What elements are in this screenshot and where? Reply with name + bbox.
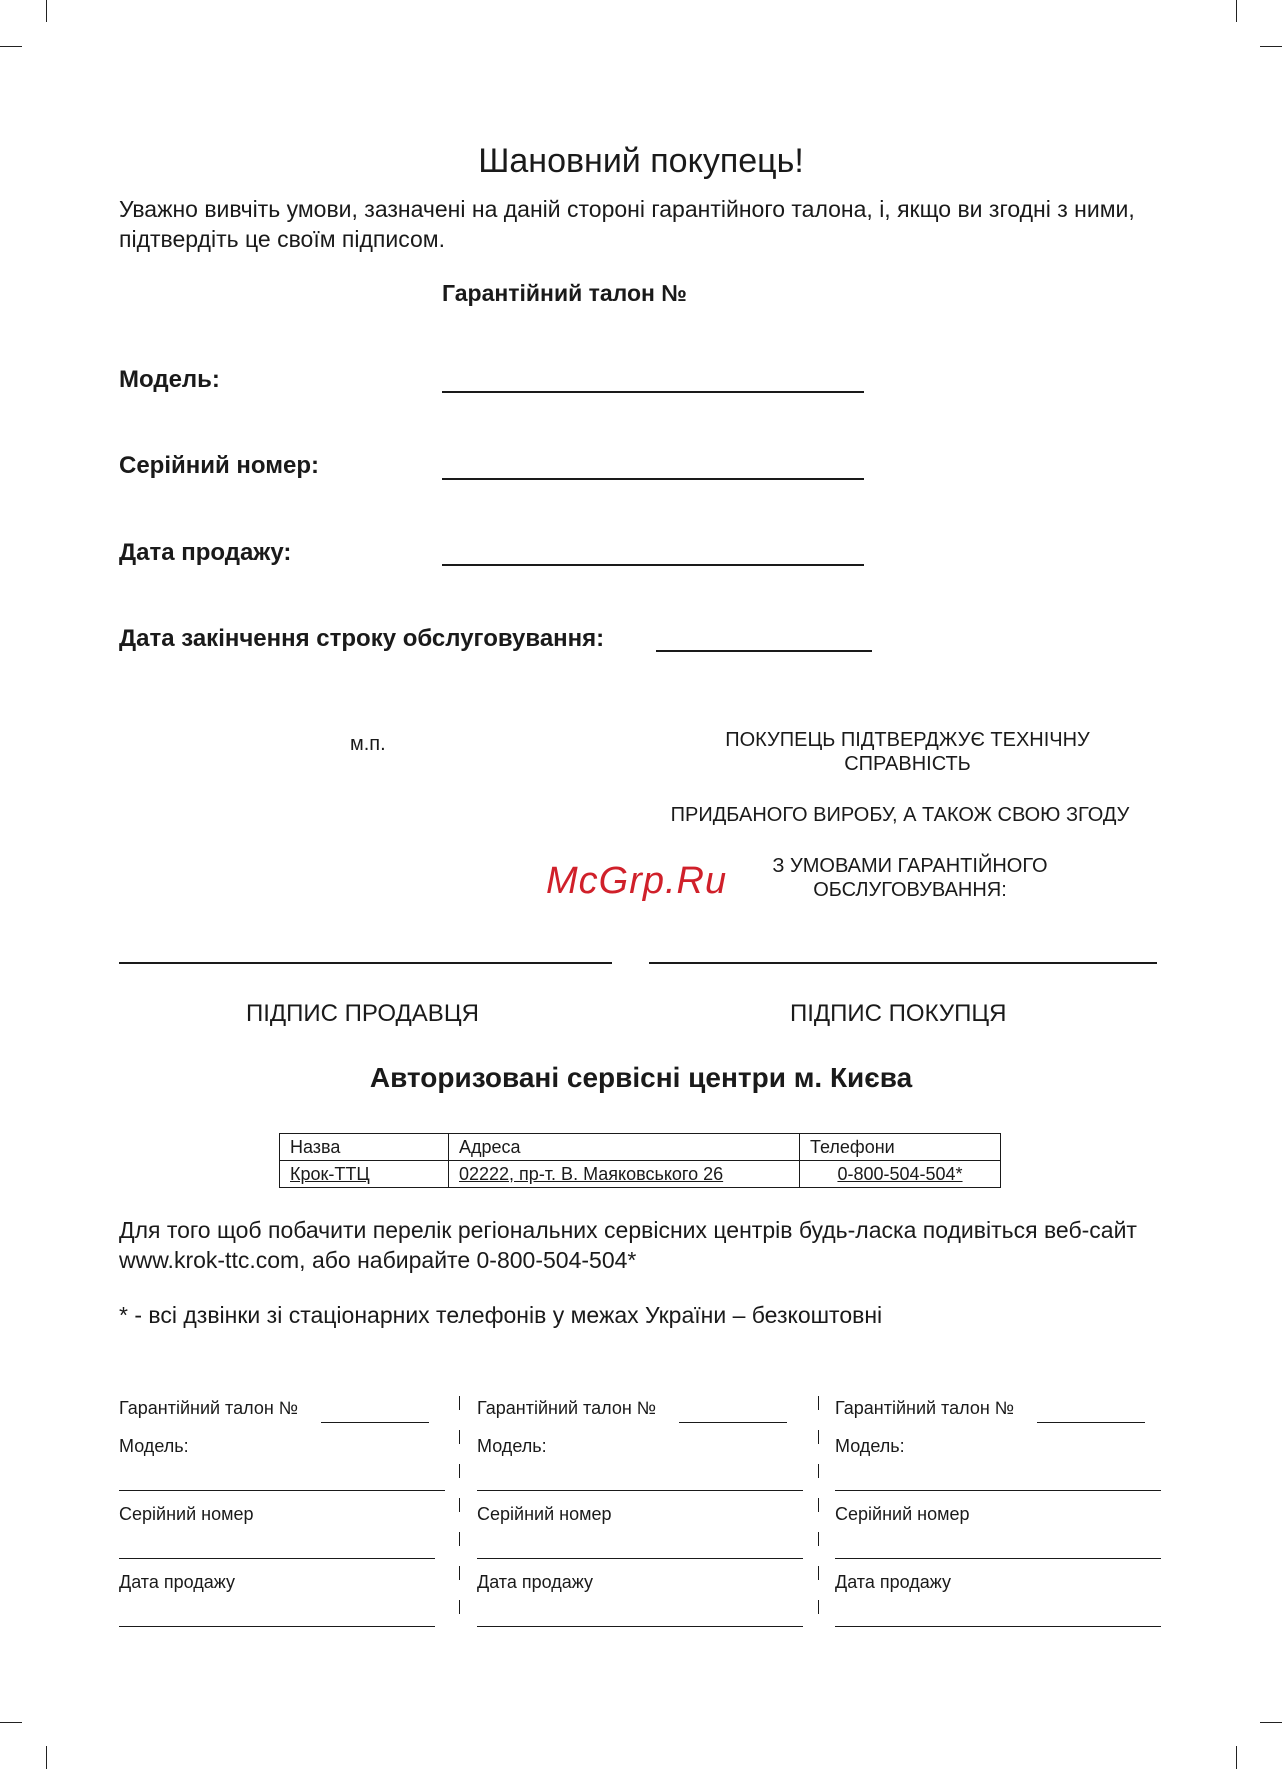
coupon-model-field[interactable]: [119, 1490, 445, 1491]
coupon-talon-label: Гарантійний талон №: [119, 1398, 299, 1418]
service-centers-title: Авторизовані сервісні центри м. Києва: [369, 1062, 913, 1093]
coupon-talon-field[interactable]: [321, 1422, 429, 1423]
buyer-signature-label: ПІДПИС ПОКУПЦЯ: [790, 1000, 1007, 1027]
end-date-field[interactable]: [656, 650, 872, 652]
crop-mark: [1236, 0, 1237, 22]
buyer-confirm-line: СПРАВНІСТЬ: [844, 753, 971, 775]
coupon-talon-label: Гарантійний талон №: [835, 1398, 1015, 1418]
coupon-sale-date-field[interactable]: [477, 1626, 803, 1627]
footnote: * - всі дзвінки зі стаціонарних телефонів у межах України – безкоштовні: [119, 1302, 883, 1328]
buyer-confirm-line: З УМОВАМИ ГАРАНТІЙНОГО: [772, 855, 1048, 877]
crop-mark: [46, 1746, 47, 1769]
coupon-model-label: Модель:: [119, 1436, 189, 1456]
table-row: [280, 1161, 1001, 1188]
buyer-confirm-text-2: [720, 854, 1100, 902]
buyer-confirm-line: ОБСЛУГОВУВАННЯ:: [813, 879, 1007, 901]
coupon-serial-label: Серійний номер: [477, 1504, 612, 1524]
serial-field[interactable]: [442, 478, 864, 480]
table-cell: 0-800-504-504*: [800, 1161, 1001, 1188]
table-cell: 02222, пр-т. В. Маяковського 26: [449, 1161, 800, 1188]
coupon-sale-date-label: Дата продажу: [119, 1572, 235, 1592]
cut-line: [459, 1396, 460, 1632]
coupon-sale-date-label: Дата продажу: [477, 1572, 593, 1592]
buyer-confirm-line: ПРИДБАНОГО ВИРОБУ, А ТАКОЖ СВОЮ ЗГОДУ: [670, 804, 1130, 826]
model-field[interactable]: [442, 391, 864, 393]
seller-signature-line[interactable]: [119, 962, 612, 964]
table-header: Назва: [280, 1134, 449, 1161]
buyer-confirm-text: [680, 728, 1135, 776]
crop-mark: [1236, 1746, 1237, 1769]
coupon-serial-label: Серійний номер: [119, 1504, 254, 1524]
seller-signature-label: ПІДПИС ПРОДАВЦЯ: [246, 1000, 479, 1027]
coupon-talon-field[interactable]: [1037, 1422, 1145, 1423]
table-header: Телефони: [800, 1134, 1001, 1161]
coupon-serial-field[interactable]: [119, 1558, 435, 1559]
crop-mark: [46, 0, 47, 22]
coupon-talon-label: Гарантійний талон №: [477, 1398, 657, 1418]
coupon-serial-label: Серійний номер: [835, 1504, 970, 1524]
end-date-label: Дата закінчення строку обслуговування:: [119, 625, 605, 652]
coupon-talon-field[interactable]: [679, 1422, 787, 1423]
cut-line: [818, 1396, 819, 1632]
table-header-row: [280, 1134, 1001, 1161]
service-table: [279, 1133, 1001, 1188]
coupon-model-field[interactable]: [477, 1490, 803, 1491]
table-header: Адреса: [449, 1134, 800, 1161]
regional-note: Для того щоб побачити перелік регіональних сервісних центрів будь-ласка подивіться веб-сайт www.krok-ttc.com, або набирайте 0-800-504-504*: [119, 1217, 1137, 1273]
coupon-sale-date-label: Дата продажу: [835, 1572, 951, 1592]
coupon-sale-date-field[interactable]: [119, 1626, 435, 1627]
table-cell: Крок-ТТЦ: [280, 1161, 449, 1188]
coupon-serial-field[interactable]: [477, 1558, 803, 1559]
buyer-signature-line[interactable]: [649, 962, 1157, 964]
watermark: McGrp.Ru: [546, 860, 728, 902]
coupon-model-label: Модель:: [835, 1436, 905, 1456]
model-label: Модель:: [119, 366, 220, 393]
serial-label: Серійний номер:: [119, 452, 320, 479]
crop-mark: [0, 1722, 22, 1723]
crop-mark: [1260, 1722, 1282, 1723]
crop-mark: [0, 46, 22, 47]
coupon-sale-date-field[interactable]: [835, 1626, 1161, 1627]
coupon-model-label: Модель:: [477, 1436, 547, 1456]
page-title: Шановний покупець!: [478, 142, 804, 180]
sale-date-field[interactable]: [442, 564, 864, 566]
crop-mark: [1260, 46, 1282, 47]
sale-date-label: Дата продажу:: [119, 539, 292, 566]
talon-heading: Гарантійний талон №: [442, 280, 687, 306]
coupon-model-field[interactable]: [835, 1490, 1161, 1491]
intro-text: Уважно вивчіть умови, зазначені на даній стороні гарантійного талона, і, якщо ви згодні з ними, підтвердіть це своїм підписом.: [119, 196, 1135, 252]
stamp-label: м.п.: [350, 733, 386, 755]
coupon-serial-field[interactable]: [835, 1558, 1161, 1559]
buyer-confirm-line: ПОКУПЕЦЬ ПІДТВЕРДЖУЄ ТЕХНІЧНУ: [725, 729, 1090, 751]
